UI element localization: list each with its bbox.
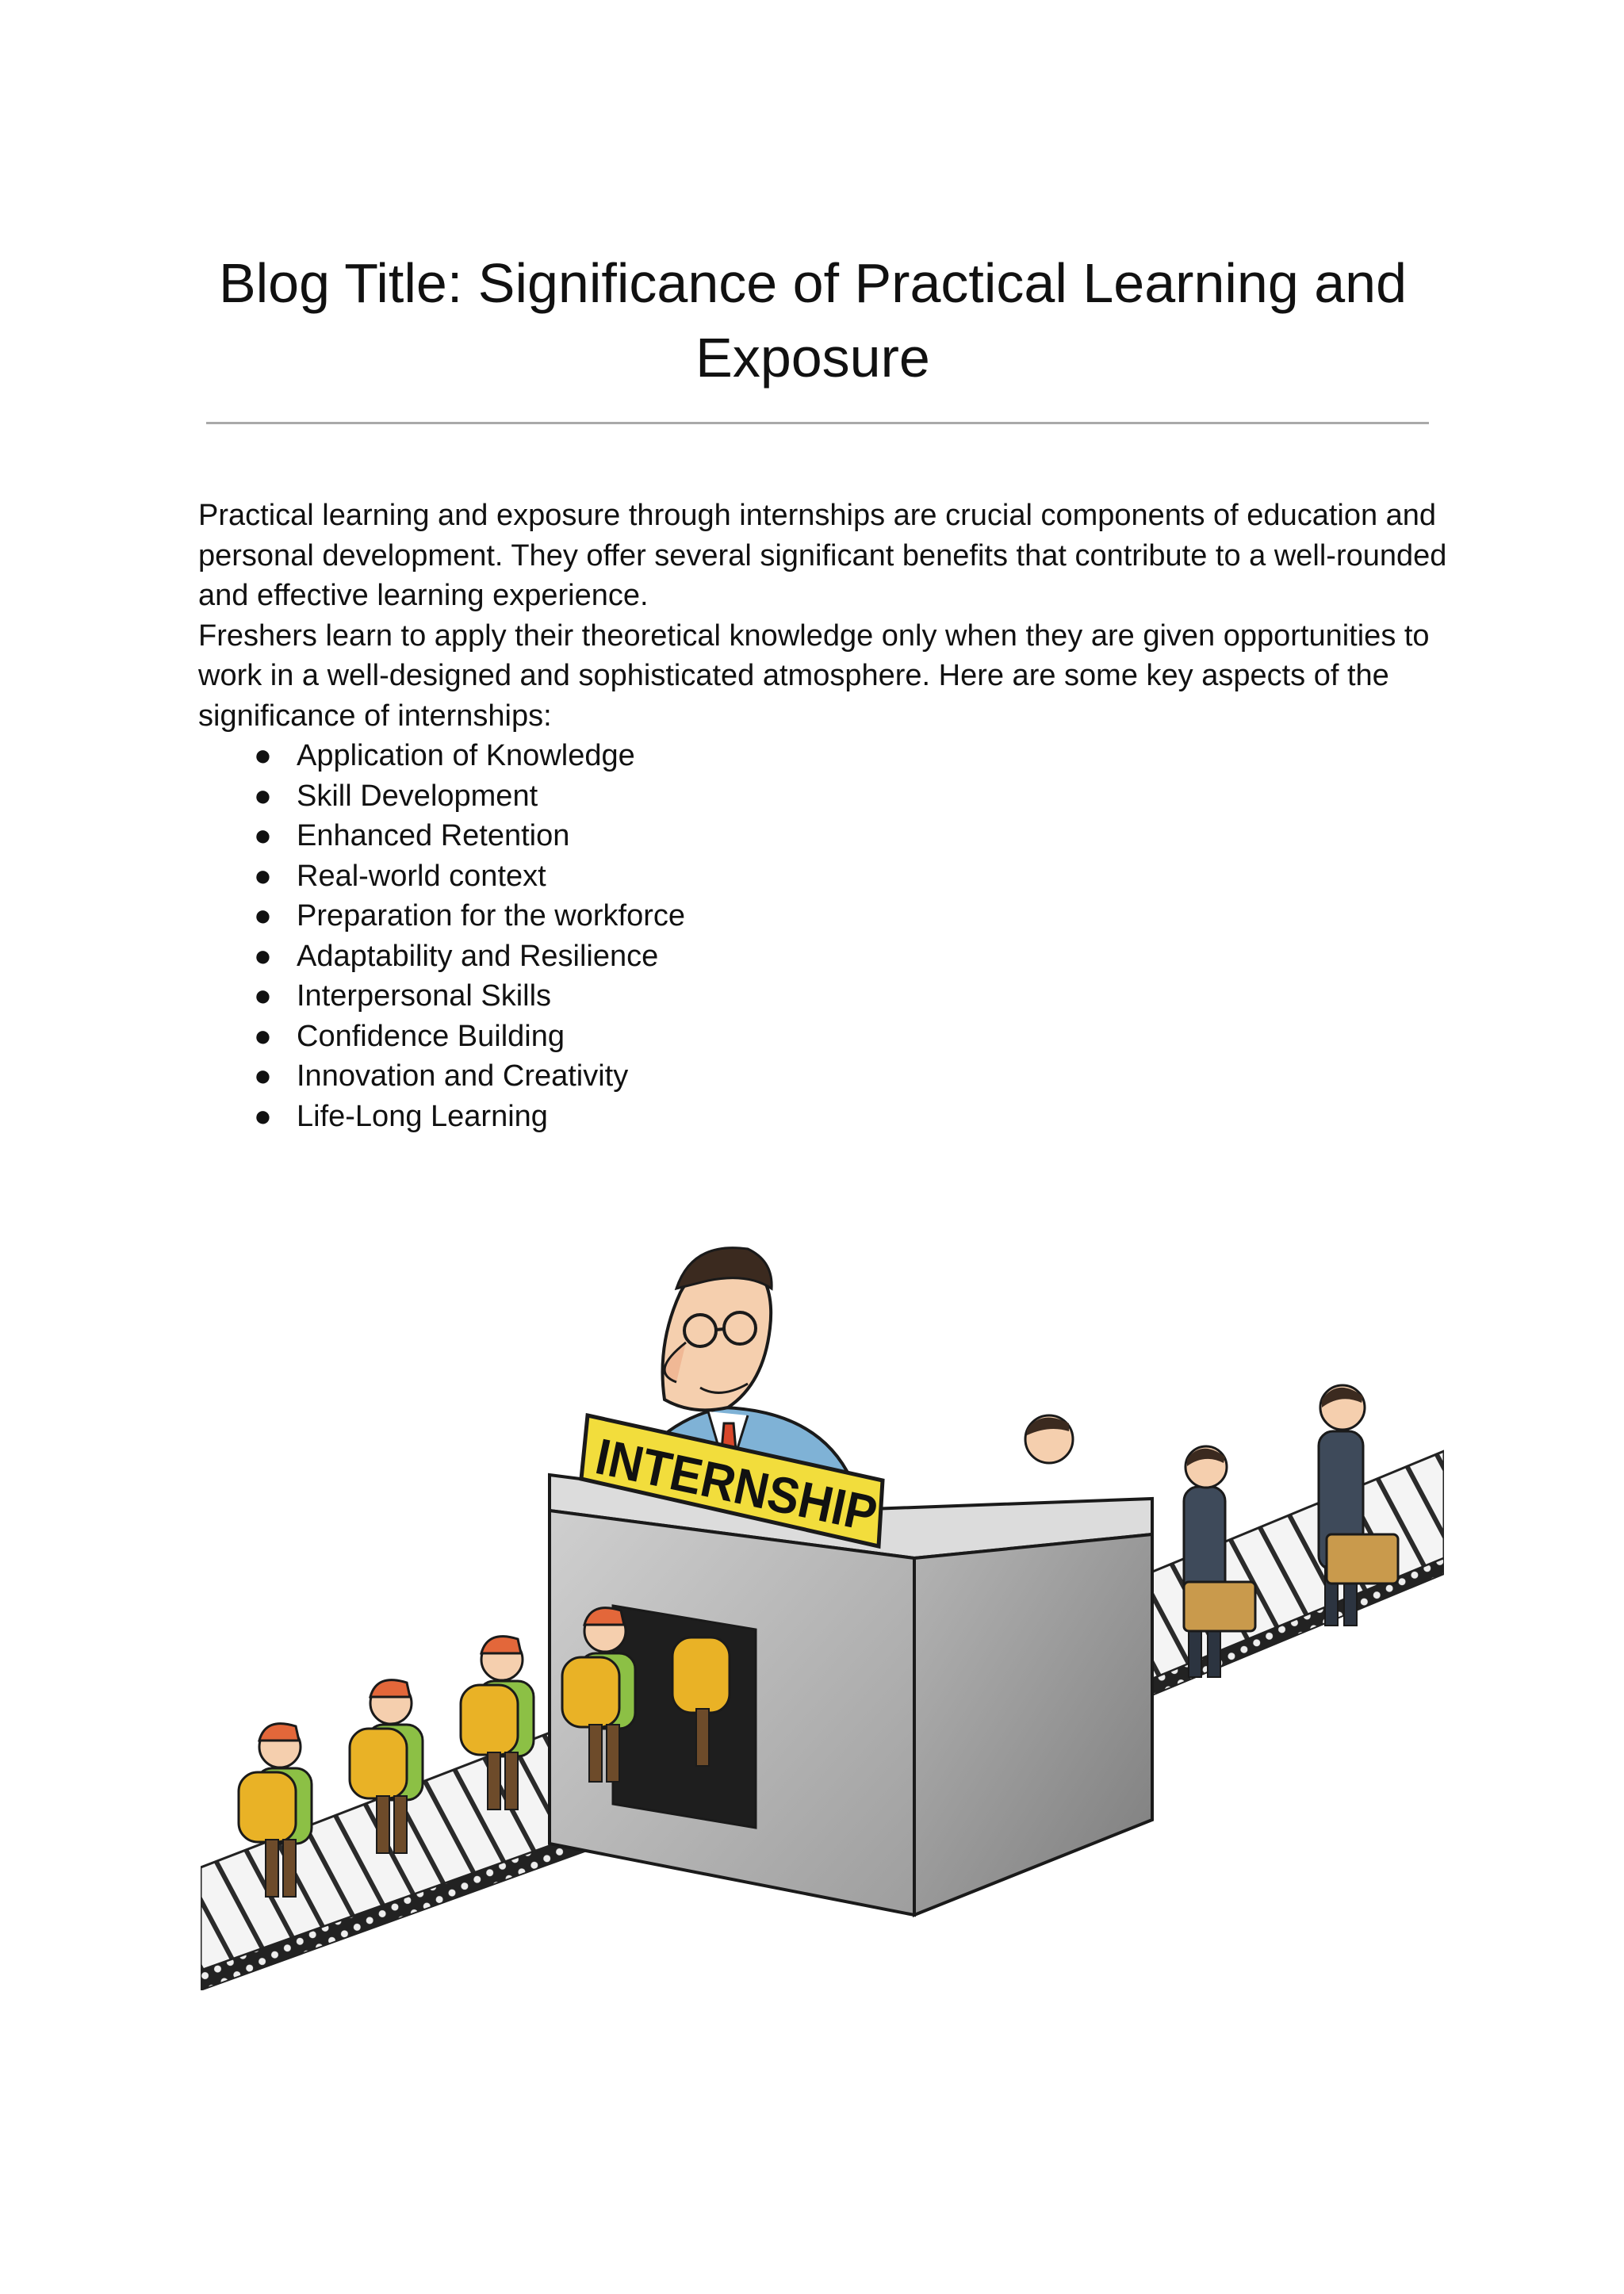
bullet-icon: ● xyxy=(254,739,272,772)
list-item: ● Enhanced Retention xyxy=(198,816,1451,856)
article-body xyxy=(198,496,1451,1136)
page-title: Blog Title: Significance of Practical Learning and Exposure xyxy=(218,252,1408,389)
bullet-icon: ● xyxy=(254,899,272,933)
intro-paragraph: Practical learning and exposure through internships are crucial components of education and personal development. They offer several significant benefits that contribute to a well-rounded and effective learning experience. xyxy=(198,499,1447,612)
significance-list xyxy=(198,736,1451,1136)
list-item: ● Application of Knowledge xyxy=(198,736,1451,776)
bullet-icon: ● xyxy=(254,859,272,893)
list-item: ● Real-world context xyxy=(198,856,1451,897)
list-item: ● Innovation and Creativity xyxy=(198,1056,1451,1097)
list-item: ● Interpersonal Skills xyxy=(198,976,1451,1017)
context-paragraph: Freshers learn to apply their theoretical knowledge only when they are given opportunities to work in a well-designed and sophisticated atmosphere. Here are some key aspects of the significance of internships: xyxy=(198,618,1430,733)
title-divider xyxy=(206,422,1429,424)
emerging-professional-head xyxy=(1025,1415,1073,1463)
internship-illustration xyxy=(201,1162,1444,1990)
list-item: ● Preparation for the workforce xyxy=(198,896,1451,936)
bullet-icon: ● xyxy=(254,819,272,852)
bullet-icon: ● xyxy=(254,779,272,813)
list-item: ● Adaptability and Resilience xyxy=(198,936,1451,977)
bullet-icon: ● xyxy=(254,1019,272,1053)
list-item: ● Life-Long Learning xyxy=(198,1097,1451,1137)
list-item: ● Confidence Building xyxy=(198,1017,1451,1057)
bullet-icon: ● xyxy=(254,1059,272,1093)
list-item: ● Skill Development xyxy=(198,776,1451,817)
bullet-icon: ● xyxy=(254,979,272,1013)
bullet-icon: ● xyxy=(254,1099,272,1133)
internship-sign-label: INTERNSHIP xyxy=(591,1427,904,1548)
bullet-icon: ● xyxy=(254,939,272,973)
